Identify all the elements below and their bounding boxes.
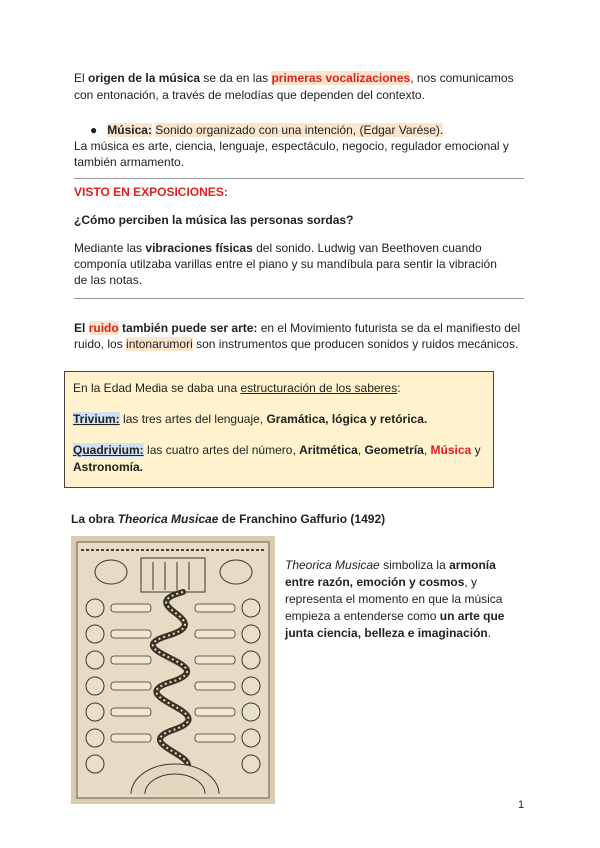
trivium-line: Trivium: las tres artes del lenguaje, Gramática, lógica y retórica.	[73, 412, 428, 426]
musica-line-2: también armamento.	[74, 155, 185, 169]
divider	[74, 298, 524, 299]
answer-line-1: Mediante las vibraciones físicas del sonido. Ludwig van Beethoven cuando	[74, 241, 482, 255]
answer-line-2: componía utilzaba varillas entre el piano y su mandíbula para sentir la vibración	[74, 257, 497, 271]
divider	[74, 178, 524, 179]
theorica-musicae-engraving	[71, 536, 275, 804]
caption-line-5: junta ciencia, belleza e imaginación.	[285, 626, 492, 640]
obra-heading: La obra Theorica Musicae de Franchino Gaffurio (1492)	[71, 512, 386, 526]
quadrivium-line: Quadrivium: las cuatro artes del número, Aritmética, Geometría, Música y Astronomía.	[73, 443, 481, 474]
answer-line-3: de las notas.	[74, 273, 143, 287]
box-intro: En la Edad Media se daba una estructuración de los saberes:	[73, 381, 401, 395]
caption-line-3: representa el momento en que la música	[285, 592, 503, 606]
engraving-image	[71, 536, 275, 804]
highlight-primeras-vocalizaciones: primeras vocalizaciones	[271, 71, 411, 85]
ruido-line-1: El ruido también puede ser arte: en el Movimiento futurista se da el manifiesto del	[74, 321, 521, 335]
page-number: 1	[518, 799, 525, 811]
caption-line-2: entre razón, emoción y cosmos, y	[285, 575, 478, 589]
caption-line-1: Theorica Musicae simboliza la armonía	[285, 558, 496, 572]
intro-line-1: El origen de la música se da en las primeras vocalizaciones, nos comunicamos	[74, 71, 514, 85]
musica-line-1: La música es arte, ciencia, lenguaje, espectáculo, negocio, regulador emocional y	[74, 139, 509, 153]
question-heading: ¿Cómo perciben la música las personas sordas?	[74, 213, 354, 227]
intro-line-2: con entonación, a través de melodías que dependen del contexto.	[74, 88, 425, 102]
bullet-musica: ● Música: Sonido organizado con una intención, (Edgar Varése).	[90, 123, 444, 137]
caption-line-4: empieza a entenderse como un arte que	[285, 609, 505, 623]
ruido-line-2: ruido, los intonarumori son instrumentos que producen sonidos y ruidos mecánicos.	[74, 337, 519, 351]
section-heading: VISTO EN EXPOSICIONES:	[74, 185, 228, 199]
saberes-box	[64, 371, 494, 488]
engraving-caption	[285, 557, 525, 642]
bullet-dot-icon: ●	[90, 123, 98, 137]
